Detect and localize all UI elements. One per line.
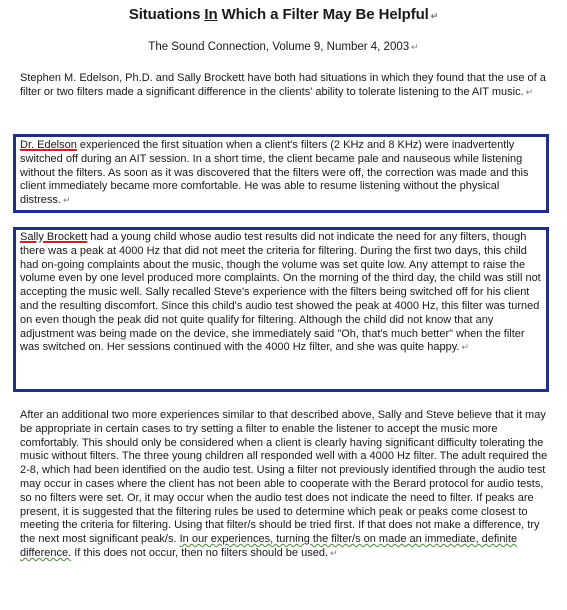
paragraph-mark: ↵ bbox=[330, 547, 338, 558]
intro-paragraph bbox=[20, 72, 550, 100]
closing-paragraph bbox=[20, 409, 550, 561]
title-underlined-word: In bbox=[204, 6, 218, 23]
edelson-paragraph bbox=[20, 139, 544, 208]
title-text-start: Situations bbox=[128, 6, 205, 23]
paragraph-mark: ↵ bbox=[525, 86, 534, 97]
edelson-name: Dr. Edelson bbox=[20, 139, 77, 151]
brockett-text: had a young child whose audio test results did not indicate the need for any filters, though there was a peak at 4000 Hz that did not meet the criteria for filtering. During the first two days, this child had on-going complaints about the music, though the volume was set quite low. Any attempt to raise the volume even by one level produced more complaints. On the morning of the third day, the child was still not accepting the music well. Sally recalled Steve's experience with the filters being switched off for his client and the resulting discomfort. Since this child's audio test showed the peak at 4000 Hz, this filter was turned on even though the peak did not quite qualify for filtering. Although the child did not know that any adjustment was being made on the device, she immediately said "Oh, that's much better" when the filter was switched on. Her sessions continued with the 4000 Hz filter, and she was quite happy. bbox=[20, 231, 541, 354]
title-text-end: Which a Filter May Be Helpful bbox=[217, 6, 429, 23]
closing-text: After an additional two more experiences similar to that described above, Sally and Steve believe that it may be appropriate in certain cases to try setting a filter to enable the listener to accept the music more comfortably. This should only be considered when a client is clearly having significant difficulty tolerating the music without filters. The three young children all responded well with a 4000 Hz filter. The adult required the 2-8, which had been identified on the audio test. Using a filter not previously identified through the audio test may occur in cases where the client has not been able to cooperate with the Berard protocol for audio tests, so no filters were set. Or, it may occur when the audio test does not indicate the need to filter. If peaks are present, it is suggested that the filtering rules be used to determine which peak or peaks come closest to meeting the criteria for filtering. Using that filter/s should be tried first. If that does not make a difference, try the next most significant peak/s. bbox=[20, 409, 548, 546]
paragraph-mark: ↵ bbox=[411, 42, 419, 52]
edelson-highlight-box bbox=[13, 134, 549, 213]
paragraph-mark: ↵ bbox=[430, 11, 439, 21]
closing-highlighted-sentence: In our experiences, turning the filter/s on made an immediate, definite difference. bbox=[20, 533, 518, 559]
paragraph-mark: ↵ bbox=[62, 195, 71, 206]
document-subtitle bbox=[0, 41, 567, 53]
closing-text-end: If this does not occur, then no filters should be used. bbox=[71, 546, 328, 559]
brockett-highlight-box bbox=[13, 227, 549, 392]
document-title bbox=[0, 6, 567, 23]
paragraph-mark: ↵ bbox=[461, 342, 469, 353]
intro-text: Stephen M. Edelson, Ph.D. and Sally Brockett have both had situations in which they found that the use of a filter or two filters made a significant difference in the clients' ability to tolerate listening to the AIT music. bbox=[20, 72, 546, 98]
brockett-name: Sally Brockett bbox=[20, 231, 88, 243]
subtitle-text: The Sound Connection, Volume 9, Number 4, 2003 bbox=[148, 41, 410, 53]
brockett-paragraph bbox=[20, 231, 544, 355]
edelson-text: experienced the first situation when a client's filters (2 KHz and 8 KHz) were inadvertently switched off during an AIT session. In a short time, the client became pale and nauseous while listening without the filters. As soon as it was discovered that the filters were off, the correction was made and this client immediately became more comfortable. He was able to resume listening without the physical distress. bbox=[20, 139, 529, 207]
